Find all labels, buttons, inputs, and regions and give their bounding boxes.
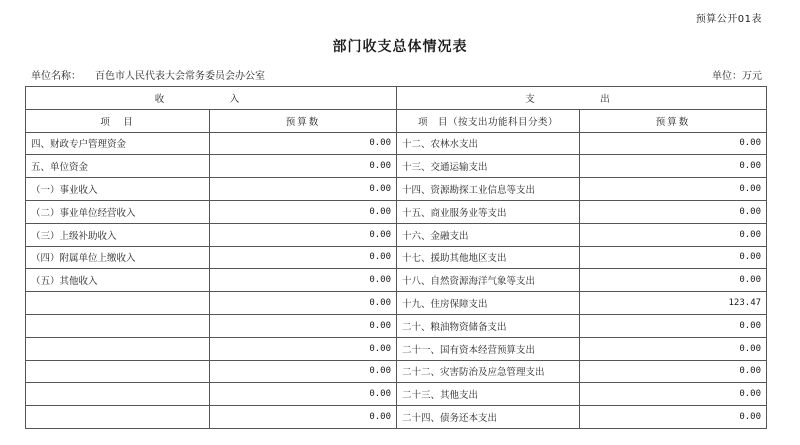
income-item-cell xyxy=(26,337,210,360)
table-row xyxy=(26,292,767,315)
table-row xyxy=(26,155,767,178)
income-amount-cell: 0.00 xyxy=(210,223,397,246)
income-amount-cell: 0.00 xyxy=(210,360,397,383)
income-item-cell: （一）事业收入 xyxy=(26,178,210,201)
table-row xyxy=(26,406,767,429)
income-amount-cell: 0.00 xyxy=(210,292,397,315)
expense-item-cell: 十八、自然资源海洋气象等支出 xyxy=(397,269,580,292)
expense-amount-cell: 0.00 xyxy=(580,360,767,383)
table-row xyxy=(26,132,767,155)
expense-item-cell: 二十一、国有资本经营预算支出 xyxy=(397,337,580,360)
expense-item-cell: 十九、住房保障支出 xyxy=(397,292,580,315)
table-row xyxy=(26,200,767,223)
income-amount-cell: 0.00 xyxy=(210,132,397,155)
income-amount-header: 预算数 xyxy=(210,109,397,132)
table-row xyxy=(26,383,767,406)
income-item-cell xyxy=(26,406,210,429)
income-item-cell xyxy=(26,292,210,315)
expense-item-cell: 十七、援助其他地区支出 xyxy=(397,246,580,269)
expense-item-cell: 二十三、其他支出 xyxy=(397,383,580,406)
expense-item-header: 项 目（按支出功能科目分类） xyxy=(397,109,580,132)
expense-amount-cell: 0.00 xyxy=(580,383,767,406)
expense-amount-cell: 0.00 xyxy=(580,200,767,223)
income-item-cell: （二）事业单位经营收入 xyxy=(26,200,210,223)
expense-amount-cell: 0.00 xyxy=(580,155,767,178)
expense-item-cell: 二十四、债务还本支出 xyxy=(397,406,580,429)
expense-item-cell: 十二、农林水支出 xyxy=(397,132,580,155)
table-row xyxy=(26,314,767,337)
income-amount-cell: 0.00 xyxy=(210,246,397,269)
budget-table xyxy=(25,86,767,429)
income-item-cell: （三）上级补助收入 xyxy=(26,223,210,246)
income-item-cell: 五、单位资金 xyxy=(26,155,210,178)
expense-amount-header: 预算数 xyxy=(580,109,767,132)
income-item-cell: （四）附属单位上缴收入 xyxy=(26,246,210,269)
income-item-cell: 四、财政专户管理资金 xyxy=(26,132,210,155)
expense-item-cell: 二十、粮油物资储备支出 xyxy=(397,314,580,337)
table-row xyxy=(26,178,767,201)
expense-amount-cell: 0.00 xyxy=(580,314,767,337)
unit-name-value: 百色市人民代表大会常务委员会办公室 xyxy=(95,71,265,82)
expense-amount-cell: 0.00 xyxy=(580,178,767,201)
income-amount-cell: 0.00 xyxy=(210,269,397,292)
section-header-row xyxy=(26,87,767,110)
expense-amount-cell: 0.00 xyxy=(580,406,767,429)
currency-unit: 单位：万元 xyxy=(712,71,762,82)
page-title: 部门收支总体情况表 xyxy=(332,39,468,55)
income-amount-cell: 0.00 xyxy=(210,314,397,337)
expense-amount-cell: 0.00 xyxy=(580,132,767,155)
income-amount-cell: 0.00 xyxy=(210,200,397,223)
income-section-header: 收 入 xyxy=(26,87,397,110)
table-row xyxy=(26,246,767,269)
expense-amount-cell: 0.00 xyxy=(580,223,767,246)
unit-name-label: 单位名称： xyxy=(31,71,81,82)
expense-amount-cell: 0.00 xyxy=(580,337,767,360)
income-amount-cell: 0.00 xyxy=(210,337,397,360)
income-item-cell xyxy=(26,314,210,337)
income-amount-cell: 0.00 xyxy=(210,406,397,429)
unit-name xyxy=(31,67,265,82)
form-code: 预算公开01表 xyxy=(695,14,762,25)
income-item-header: 项 目 xyxy=(26,109,210,132)
column-header-row xyxy=(26,109,767,132)
expense-item-cell: 十六、金融支出 xyxy=(397,223,580,246)
income-amount-cell: 0.00 xyxy=(210,383,397,406)
income-amount-cell: 0.00 xyxy=(210,155,397,178)
expense-amount-cell: 0.00 xyxy=(580,269,767,292)
income-amount-cell: 0.00 xyxy=(210,178,397,201)
expense-item-cell: 十五、商业服务业等支出 xyxy=(397,200,580,223)
income-item-cell xyxy=(26,383,210,406)
table-row xyxy=(26,337,767,360)
table-row xyxy=(26,223,767,246)
income-item-cell: （五）其他收入 xyxy=(26,269,210,292)
expense-section-header: 支 出 xyxy=(397,87,767,110)
table-row xyxy=(26,360,767,383)
expense-item-cell: 十四、资源勘探工业信息等支出 xyxy=(397,178,580,201)
income-item-cell xyxy=(26,360,210,383)
expense-amount-cell: 0.00 xyxy=(580,246,767,269)
expense-item-cell: 十三、交通运输支出 xyxy=(397,155,580,178)
expense-amount-cell: 123.47 xyxy=(580,292,767,315)
expense-item-cell: 二十二、灾害防治及应急管理支出 xyxy=(397,360,580,383)
table-row xyxy=(26,269,767,292)
